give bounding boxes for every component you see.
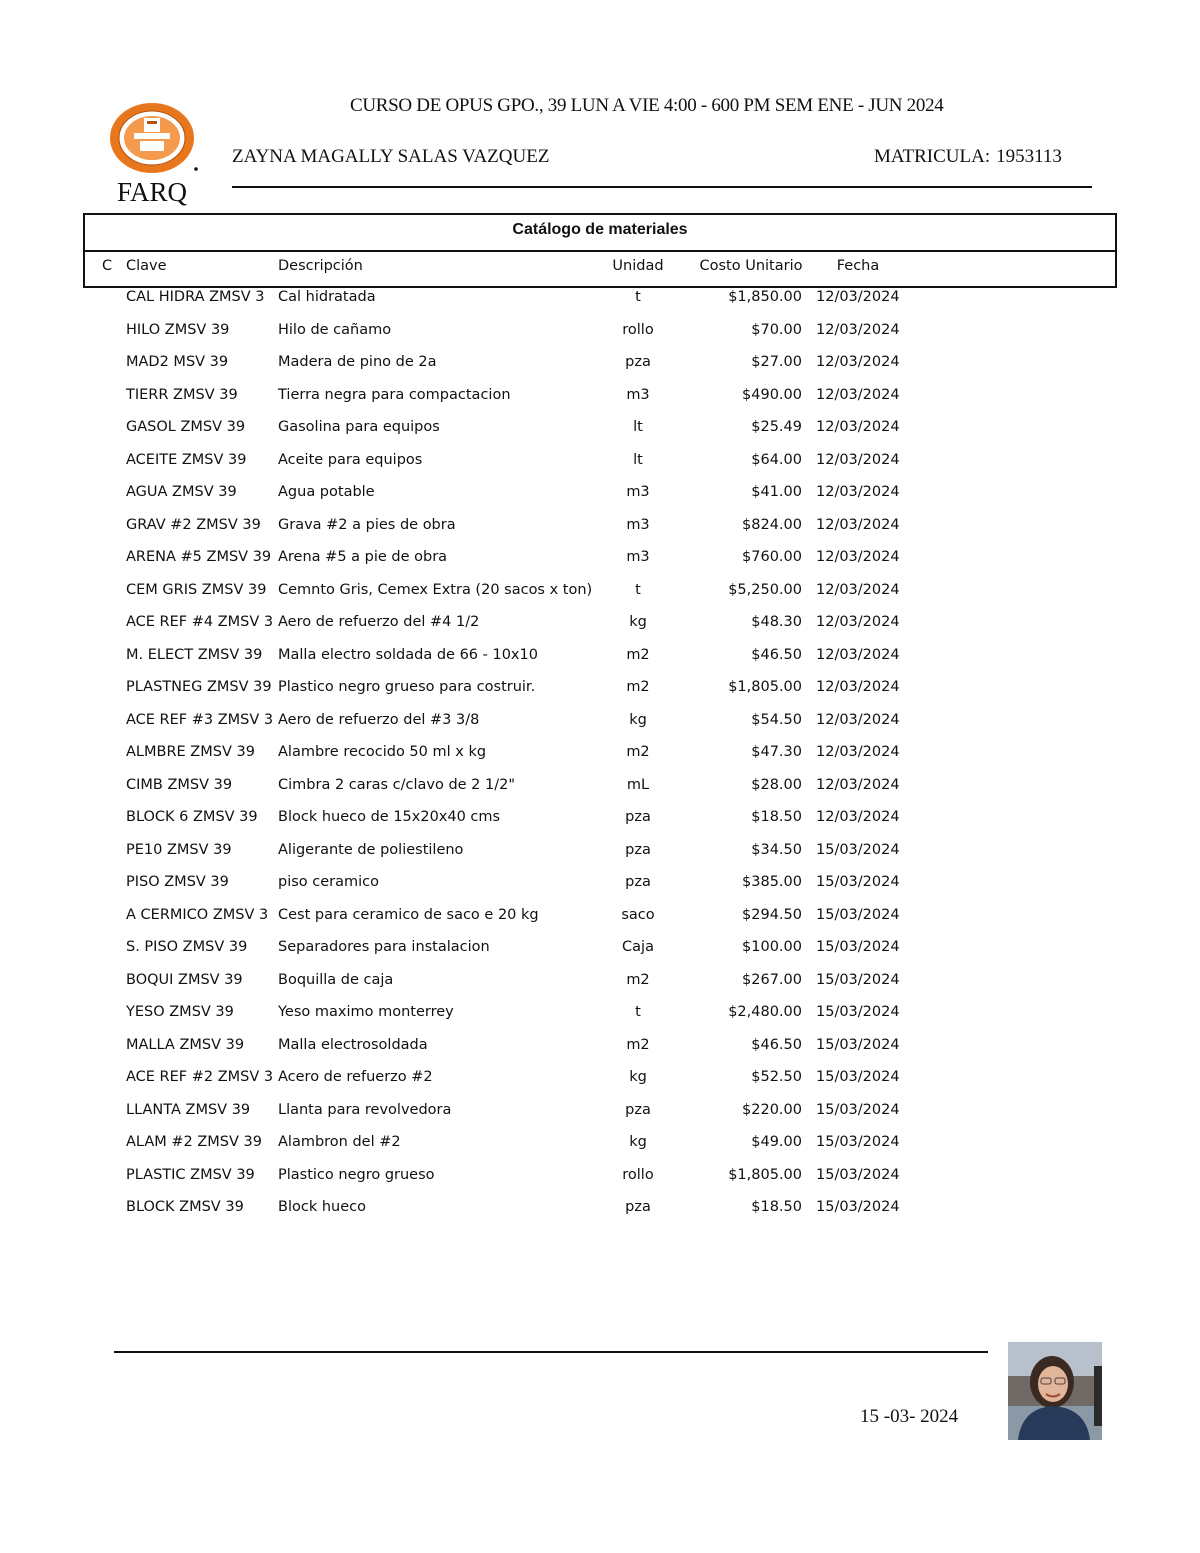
cell-descripcion: Grava #2 a pies de obra bbox=[278, 516, 456, 533]
cell-descripcion: Alambron del #2 bbox=[278, 1134, 401, 1150]
cell-clave: GASOL ZMSV 39 bbox=[126, 419, 246, 435]
cell-unidad: mL bbox=[626, 776, 650, 793]
table-row bbox=[0, 446, 1200, 479]
cell-fecha: 15/03/2024 bbox=[816, 841, 900, 858]
cell-unidad: m3 bbox=[626, 484, 650, 500]
cell-clave: GRAV #2 ZMSV 39 bbox=[126, 516, 261, 533]
cell-costo: $490.00 bbox=[742, 386, 802, 403]
cell-unidad: m2 bbox=[626, 646, 650, 663]
cell-fecha: 15/03/2024 bbox=[816, 1134, 900, 1150]
cell-clave: CEM GRIS ZMSV 39 bbox=[126, 581, 267, 598]
cell-fecha: 12/03/2024 bbox=[816, 451, 900, 468]
header-rule bbox=[232, 186, 1092, 188]
cell-descripcion: Aero de refuerzo del #3 3/8 bbox=[278, 711, 480, 728]
table-row bbox=[0, 1161, 1200, 1194]
cell-fecha: 15/03/2024 bbox=[816, 1101, 900, 1118]
cell-clave: PE10 ZMSV 39 bbox=[126, 841, 232, 858]
table-row bbox=[0, 706, 1200, 739]
cell-costo: $52.50 bbox=[751, 1069, 802, 1085]
cell-unidad: saco bbox=[621, 906, 655, 923]
cell-unidad: rollo bbox=[622, 1166, 654, 1183]
cell-descripcion: Plastico negro grueso para costruir. bbox=[278, 679, 536, 695]
cell-fecha: 15/03/2024 bbox=[816, 1004, 900, 1020]
table-row bbox=[0, 998, 1200, 1031]
cell-fecha: 15/03/2024 bbox=[816, 1069, 900, 1085]
cell-clave: ACE REF #2 ZMSV 3 bbox=[126, 1069, 274, 1085]
cell-unidad: pza bbox=[625, 809, 651, 825]
cell-fecha: 15/03/2024 bbox=[816, 971, 900, 988]
cell-unidad: kg bbox=[629, 1134, 647, 1150]
cell-clave: A CERMICO ZMSV 3 bbox=[126, 906, 269, 923]
cell-clave: CAL HIDRA ZMSV 3 bbox=[126, 289, 265, 305]
cell-descripcion: Separadores para instalacion bbox=[278, 939, 490, 955]
cell-clave: LLANTA ZMSV 39 bbox=[126, 1101, 251, 1118]
cell-fecha: 12/03/2024 bbox=[816, 614, 900, 630]
table-row bbox=[0, 1031, 1200, 1064]
cell-clave: ACEITE ZMSV 39 bbox=[126, 451, 247, 468]
cell-clave: ACE REF #4 ZMSV 3 bbox=[126, 614, 274, 630]
farq-logo-text: FARQ bbox=[116, 177, 188, 206]
cell-clave: ALAM #2 ZMSV 39 bbox=[126, 1134, 262, 1150]
cell-descripcion: Acero de refuerzo #2 bbox=[278, 1069, 433, 1085]
cell-fecha: 12/03/2024 bbox=[816, 419, 900, 435]
table-row bbox=[0, 1096, 1200, 1129]
table-row bbox=[0, 478, 1200, 511]
cell-descripcion: Madera de pino de 2a bbox=[278, 354, 437, 370]
cell-unidad: rollo bbox=[622, 321, 654, 338]
cell-unidad: kg bbox=[629, 711, 647, 728]
matricula-value: 1953113 bbox=[996, 146, 1062, 167]
cell-fecha: 12/03/2024 bbox=[816, 516, 900, 533]
cell-costo: $41.00 bbox=[751, 484, 802, 500]
cell-costo: $70.00 bbox=[751, 321, 802, 338]
cell-unidad: m2 bbox=[626, 679, 650, 695]
cell-unidad: t bbox=[635, 581, 641, 598]
cell-descripcion: Malla electro soldada de 66 - 10x10 bbox=[278, 646, 538, 663]
table-row bbox=[0, 543, 1200, 576]
cell-descripcion: Cest para ceramico de saco e 20 kg bbox=[278, 906, 539, 923]
cell-fecha: 12/03/2024 bbox=[816, 679, 900, 695]
cell-clave: AGUA ZMSV 39 bbox=[126, 484, 237, 500]
column-header-unidad: Unidad bbox=[612, 258, 664, 274]
student-photo-icon bbox=[1008, 1342, 1102, 1440]
table-row bbox=[0, 641, 1200, 674]
table-row bbox=[0, 803, 1200, 836]
cell-descripcion: Block hueco de 15x20x40 cms bbox=[278, 809, 501, 825]
cell-costo: $100.00 bbox=[742, 939, 802, 955]
cell-fecha: 12/03/2024 bbox=[816, 646, 900, 663]
cell-unidad: kg bbox=[629, 614, 647, 630]
cell-clave: M. ELECT ZMSV 39 bbox=[126, 646, 263, 663]
cell-descripcion: Tierra negra para compactacion bbox=[278, 386, 511, 403]
cell-clave: ALMBRE ZMSV 39 bbox=[126, 744, 255, 760]
cell-clave: S. PISO ZMSV 39 bbox=[126, 939, 248, 955]
cell-fecha: 15/03/2024 bbox=[816, 1036, 900, 1053]
cell-unidad: Caja bbox=[622, 939, 654, 955]
cell-fecha: 15/03/2024 bbox=[816, 939, 900, 955]
table-row bbox=[0, 1128, 1200, 1161]
cell-clave: BLOCK ZMSV 39 bbox=[126, 1199, 244, 1215]
cell-unidad: pza bbox=[625, 874, 651, 890]
farq-seal-icon bbox=[104, 100, 204, 206]
cell-unidad: m3 bbox=[626, 516, 650, 533]
cell-fecha: 15/03/2024 bbox=[816, 906, 900, 923]
cell-costo: $2,480.00 bbox=[728, 1004, 802, 1020]
cell-descripcion: Agua potable bbox=[278, 484, 375, 500]
table-row bbox=[0, 1063, 1200, 1096]
course-title: CURSO DE OPUS GPO., 39 LUN A VIE 4:00 - 600 PM SEM ENE - JUN 2024 bbox=[350, 95, 944, 116]
cell-descripcion: Aceite para equipos bbox=[278, 451, 423, 468]
column-header-c: C bbox=[102, 258, 113, 274]
cell-descripcion: Plastico negro grueso bbox=[278, 1166, 435, 1183]
table-row bbox=[0, 836, 1200, 869]
cell-costo: $1,850.00 bbox=[728, 289, 802, 305]
column-header-descripcion: Descripción bbox=[278, 258, 363, 274]
cell-fecha: 15/03/2024 bbox=[816, 1199, 900, 1215]
cell-clave: HILO ZMSV 39 bbox=[126, 321, 230, 338]
cell-fecha: 12/03/2024 bbox=[816, 289, 900, 305]
cell-fecha: 12/03/2024 bbox=[816, 354, 900, 370]
table-row bbox=[0, 511, 1200, 544]
cell-costo: $49.00 bbox=[751, 1134, 802, 1150]
table-row bbox=[0, 771, 1200, 804]
footer-date: 15 -03- 2024 bbox=[860, 1406, 959, 1427]
cell-costo: $54.50 bbox=[751, 711, 802, 728]
cell-fecha: 12/03/2024 bbox=[816, 581, 900, 598]
matricula-label: MATRICULA: bbox=[874, 146, 991, 167]
cell-fecha: 12/03/2024 bbox=[816, 711, 900, 728]
cell-fecha: 12/03/2024 bbox=[816, 386, 900, 403]
cell-clave: MALLA ZMSV 39 bbox=[126, 1036, 245, 1053]
table-row bbox=[0, 283, 1200, 316]
cell-costo: $18.50 bbox=[751, 1199, 802, 1215]
cell-unidad: lt bbox=[633, 451, 643, 468]
student-name: ZAYNA MAGALLY SALAS VAZQUEZ bbox=[232, 146, 550, 167]
student-photo bbox=[1008, 1342, 1102, 1440]
cell-descripcion: Cimbra 2 caras c/clavo de 2 1/2" bbox=[278, 776, 516, 793]
cell-unidad: m2 bbox=[626, 1036, 650, 1053]
cell-fecha: 12/03/2024 bbox=[816, 776, 900, 793]
cell-unidad: pza bbox=[625, 354, 651, 370]
cell-costo: $46.50 bbox=[751, 646, 802, 663]
cell-costo: $47.30 bbox=[751, 744, 802, 760]
table-row bbox=[0, 738, 1200, 771]
cell-descripcion: Gasolina para equipos bbox=[278, 419, 440, 435]
cell-costo: $1,805.00 bbox=[728, 679, 802, 695]
column-header-costo: Costo Unitario bbox=[699, 258, 803, 274]
cell-unidad: t bbox=[635, 289, 641, 305]
cell-clave: YESO ZMSV 39 bbox=[126, 1004, 234, 1020]
cell-clave: ARENA #5 ZMSV 39 bbox=[126, 549, 272, 565]
cell-costo: $27.00 bbox=[751, 354, 802, 370]
cell-unidad: lt bbox=[633, 419, 643, 435]
table-row bbox=[0, 933, 1200, 966]
cell-fecha: 15/03/2024 bbox=[816, 1166, 900, 1183]
cell-unidad: kg bbox=[629, 1069, 647, 1085]
cell-clave: BOQUI ZMSV 39 bbox=[126, 971, 243, 988]
cell-costo: $46.50 bbox=[751, 1036, 802, 1053]
catalog-table-header bbox=[83, 213, 1117, 288]
cell-unidad: t bbox=[635, 1004, 641, 1020]
table-row bbox=[0, 1193, 1200, 1226]
cell-descripcion: Yeso maximo monterrey bbox=[278, 1004, 454, 1020]
cell-clave: TIERR ZMSV 39 bbox=[126, 386, 238, 403]
column-header-fecha: Fecha bbox=[836, 258, 880, 274]
cell-costo: $385.00 bbox=[742, 874, 802, 890]
cell-costo: $220.00 bbox=[742, 1101, 802, 1118]
cell-fecha: 12/03/2024 bbox=[816, 809, 900, 825]
matricula bbox=[874, 146, 1062, 168]
cell-clave: BLOCK 6 ZMSV 39 bbox=[126, 809, 258, 825]
cell-fecha: 12/03/2024 bbox=[816, 549, 900, 565]
cell-costo: $760.00 bbox=[742, 549, 802, 565]
cell-descripcion: Block hueco bbox=[278, 1199, 366, 1215]
cell-descripcion: Cal hidratada bbox=[278, 289, 376, 305]
cell-fecha: 12/03/2024 bbox=[816, 321, 900, 338]
cell-costo: $28.00 bbox=[751, 776, 802, 793]
cell-clave: ACE REF #3 ZMSV 3 bbox=[126, 711, 274, 728]
cell-unidad: m3 bbox=[626, 549, 650, 565]
cell-descripcion: Malla electrosoldada bbox=[278, 1036, 428, 1053]
table-row bbox=[0, 608, 1200, 641]
cell-clave: PISO ZMSV 39 bbox=[126, 874, 229, 890]
farq-logo bbox=[104, 100, 204, 206]
cell-costo: $34.50 bbox=[751, 841, 802, 858]
table-title: Catálogo de materiales bbox=[512, 221, 688, 238]
cell-descripcion: piso ceramico bbox=[278, 874, 380, 890]
table-row bbox=[0, 381, 1200, 414]
cell-costo: $25.49 bbox=[751, 419, 802, 435]
cell-unidad: m2 bbox=[626, 744, 650, 760]
footer-rule bbox=[114, 1351, 988, 1353]
cell-costo: $1,805.00 bbox=[728, 1166, 802, 1183]
cell-costo: $48.30 bbox=[751, 614, 802, 630]
cell-costo: $64.00 bbox=[751, 451, 802, 468]
table-divider bbox=[85, 250, 1115, 252]
table-row bbox=[0, 576, 1200, 609]
cell-costo: $18.50 bbox=[751, 809, 802, 825]
cell-fecha: 15/03/2024 bbox=[816, 874, 900, 890]
catalog-table-body bbox=[0, 283, 1200, 1226]
cell-unidad: pza bbox=[625, 841, 651, 858]
table-row bbox=[0, 868, 1200, 901]
cell-unidad: m3 bbox=[626, 386, 650, 403]
cell-clave: PLASTIC ZMSV 39 bbox=[126, 1166, 255, 1183]
cell-unidad: pza bbox=[625, 1199, 651, 1215]
table-row bbox=[0, 673, 1200, 706]
cell-costo: $267.00 bbox=[742, 971, 802, 988]
cell-descripcion: Hilo de cañamo bbox=[278, 321, 392, 338]
cell-costo: $5,250.00 bbox=[728, 581, 802, 598]
table-row bbox=[0, 966, 1200, 999]
table-row bbox=[0, 413, 1200, 446]
column-header-clave: Clave bbox=[126, 258, 167, 274]
cell-descripcion: Cemnto Gris, Cemex Extra (20 sacos x ton) bbox=[278, 581, 593, 598]
cell-descripcion: Alambre recocido 50 ml x kg bbox=[278, 744, 487, 760]
cell-descripcion: Boquilla de caja bbox=[278, 971, 394, 988]
table-row bbox=[0, 901, 1200, 934]
cell-unidad: m2 bbox=[626, 971, 650, 988]
cell-costo: $824.00 bbox=[742, 516, 802, 533]
cell-descripcion: Llanta para revolvedora bbox=[278, 1101, 452, 1118]
cell-fecha: 12/03/2024 bbox=[816, 744, 900, 760]
cell-unidad: pza bbox=[625, 1101, 651, 1118]
cell-descripcion: Aligerante de poliestileno bbox=[278, 841, 464, 858]
table-row bbox=[0, 348, 1200, 381]
cell-clave: PLASTNEG ZMSV 39 bbox=[126, 679, 272, 695]
cell-fecha: 12/03/2024 bbox=[816, 484, 900, 500]
cell-clave: MAD2 MSV 39 bbox=[126, 354, 229, 370]
table-row bbox=[0, 316, 1200, 349]
cell-costo: $294.50 bbox=[742, 906, 802, 923]
cell-descripcion: Aero de refuerzo del #4 1/2 bbox=[278, 614, 480, 630]
cell-descripcion: Arena #5 a pie de obra bbox=[278, 549, 448, 565]
cell-clave: CIMB ZMSV 39 bbox=[126, 776, 233, 793]
